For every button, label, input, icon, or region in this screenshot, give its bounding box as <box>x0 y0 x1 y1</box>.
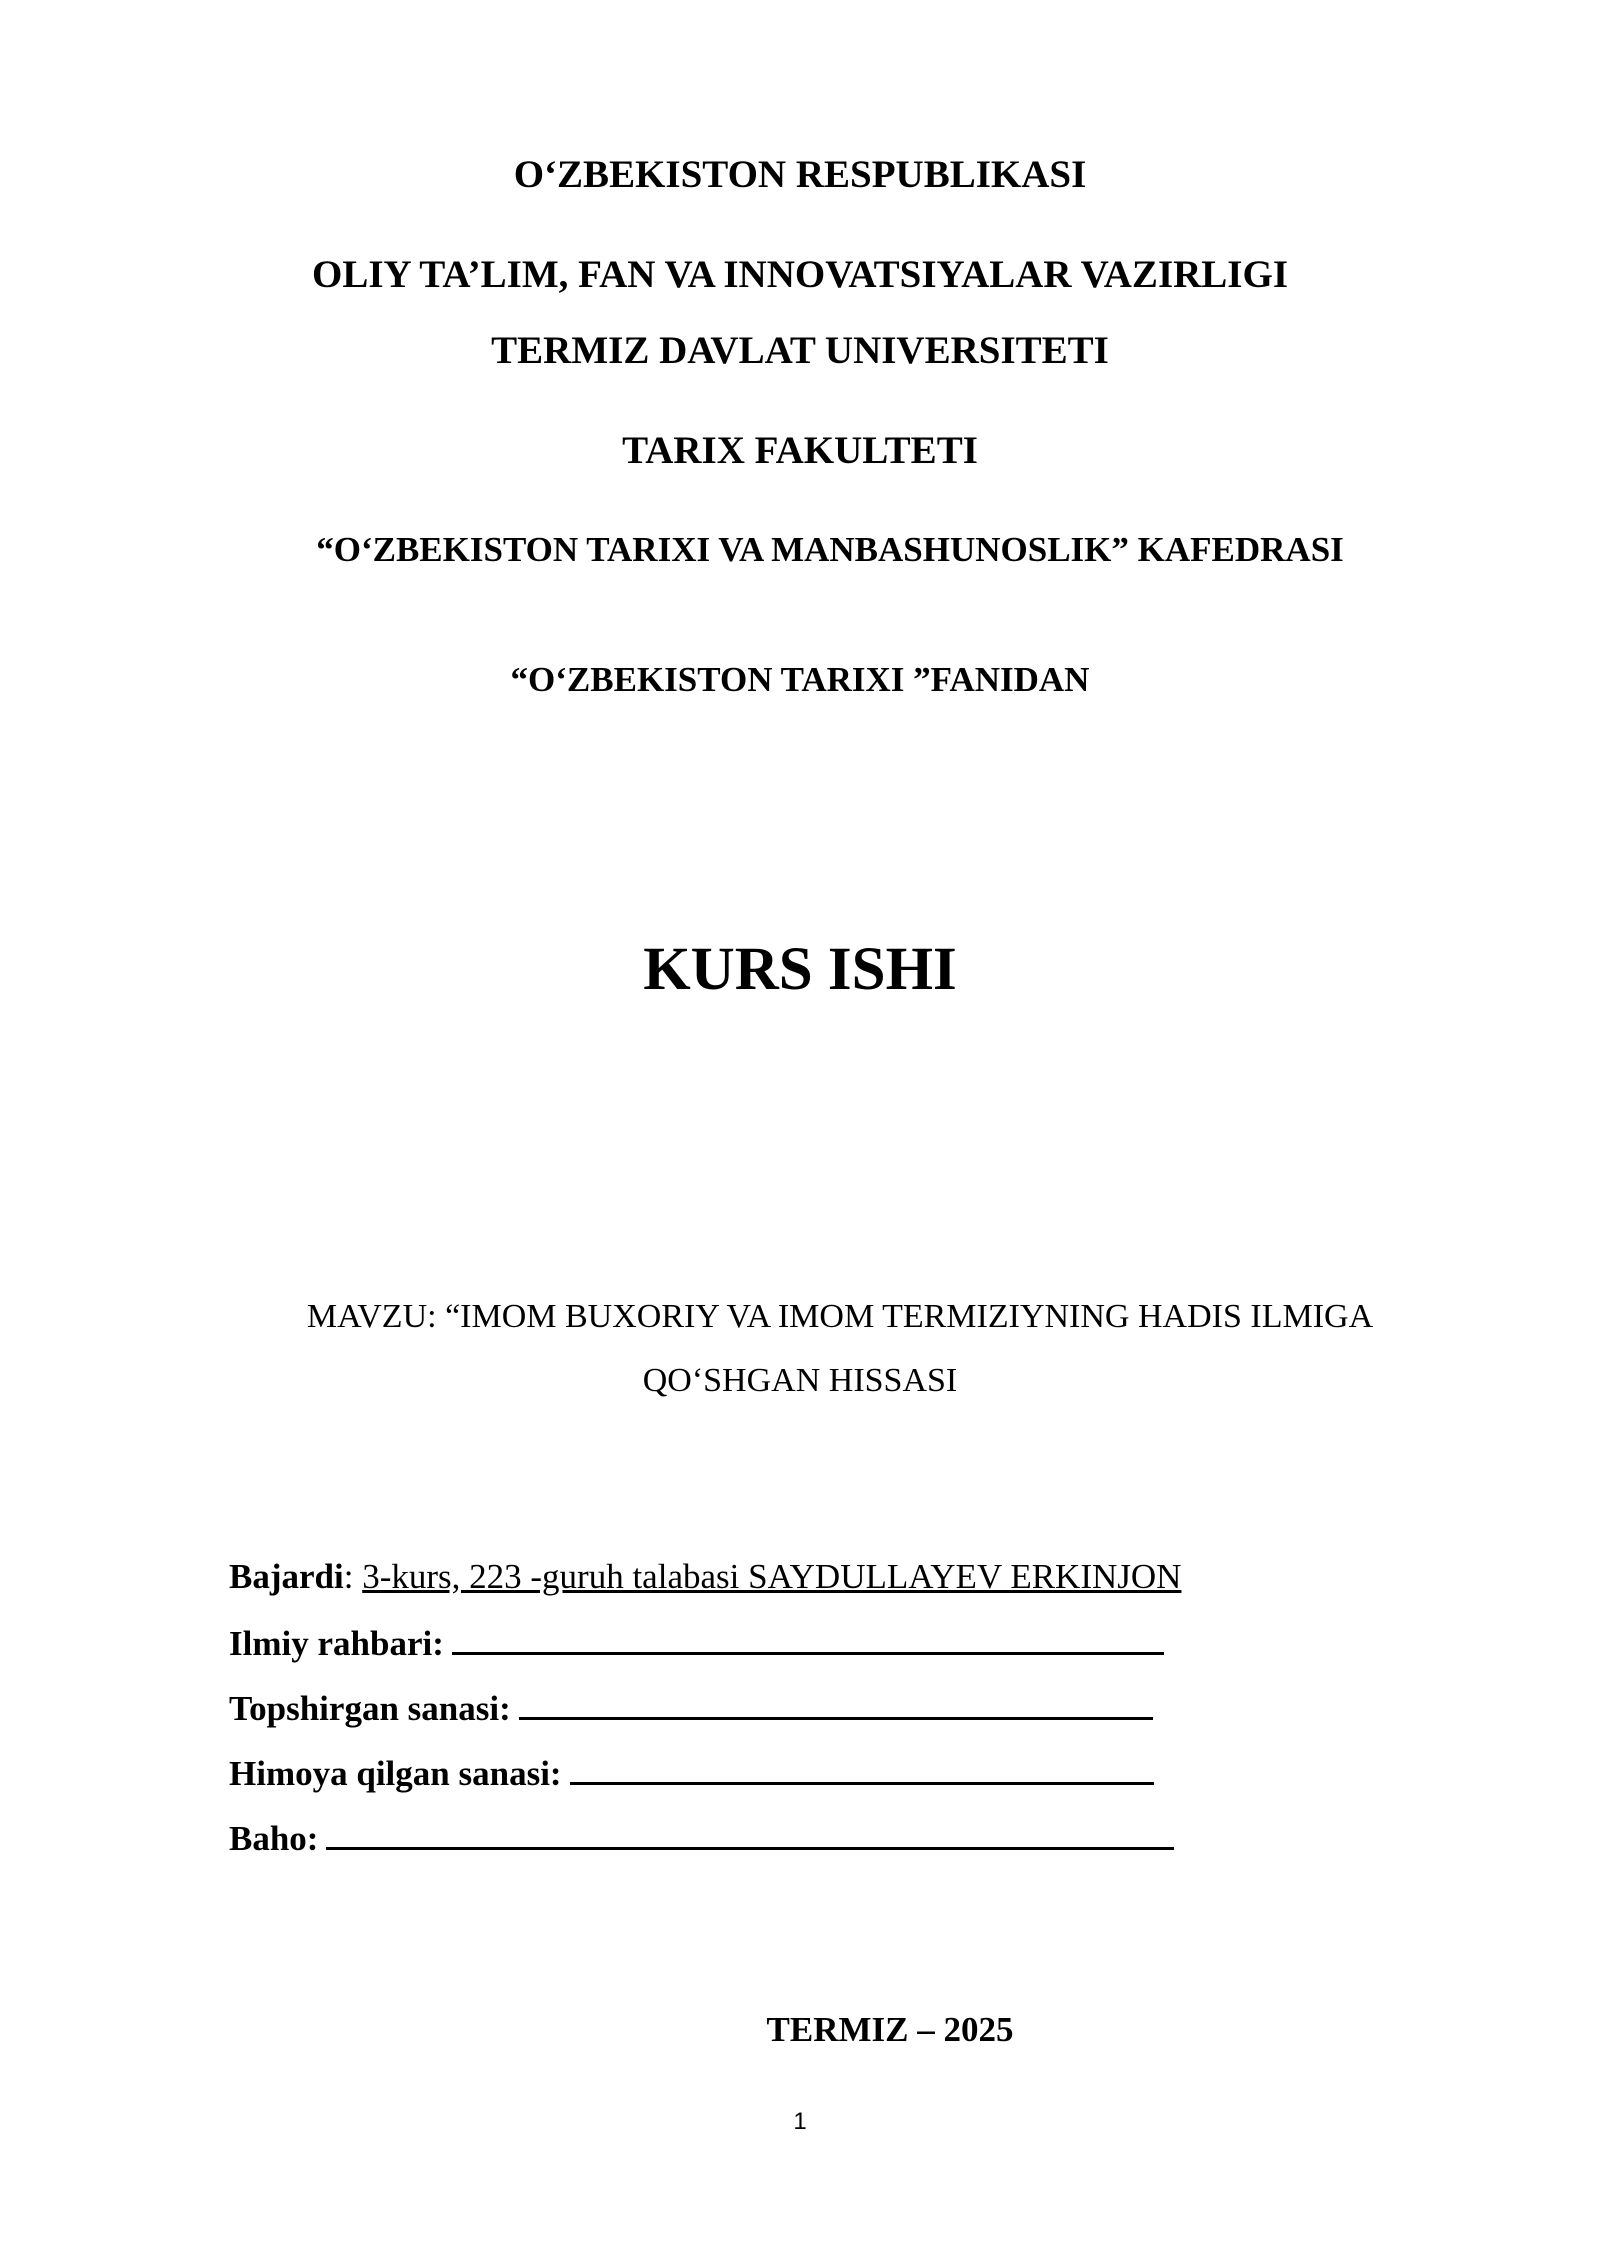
topic-line-2: QO‘SHGAN HISSASI <box>642 1362 958 1399</box>
country-heading: O‘ZBEKISTON RESPUBLIKASI <box>513 153 1087 196</box>
department-heading: “O‘ZBEKISTON TARIXI VA MANBASHUNOSLIK” KAFEDRASI <box>316 530 1344 569</box>
advisor-blank-line <box>452 1622 1164 1655</box>
done-value: 3-kurs, 223 -guruh talabasi SAYDULLAYEV ERKINJON <box>362 1557 1182 1596</box>
done-separator: : <box>343 1557 363 1596</box>
subject-heading: “O‘ZBEKISTON TARIXI ”FANIDAN <box>510 660 1090 699</box>
page-number: 1 <box>793 2108 807 2135</box>
document-title: KURS ISHI <box>643 936 957 1003</box>
city-year: TERMIZ – 2025 <box>766 2010 1014 2049</box>
done-label: Bajardi <box>229 1557 344 1596</box>
defense-date-label: Himoya qilgan sanasi: <box>229 1754 562 1793</box>
submission-date-label: Topshirgan sanasi: <box>229 1689 511 1728</box>
field-grade <box>229 1817 1174 1859</box>
defense-date-blank-line <box>570 1752 1154 1785</box>
university-heading: TERMIZ DAVLAT UNIVERSITETI <box>491 329 1109 372</box>
submission-date-blank-line <box>519 1687 1153 1720</box>
field-submission-date <box>229 1687 1153 1729</box>
topic-line-1: MAVZU: “IMOM BUXORIY VA IMOM TERMIZIYNING HADIS ILMIGA <box>306 1298 1374 1335</box>
ministry-heading: OLIY TA’LIM, FAN VA INNOVATSIYALAR VAZIRLIGI <box>312 253 1288 296</box>
advisor-label: Ilmiy rahbari: <box>229 1624 444 1663</box>
field-done-by <box>229 1557 1181 1597</box>
field-advisor <box>229 1622 1164 1664</box>
grade-label: Baho: <box>229 1819 319 1858</box>
faculty-heading: TARIX FAKULTETI <box>622 429 978 472</box>
field-defense-date <box>229 1752 1154 1794</box>
grade-blank-line <box>326 1817 1174 1850</box>
